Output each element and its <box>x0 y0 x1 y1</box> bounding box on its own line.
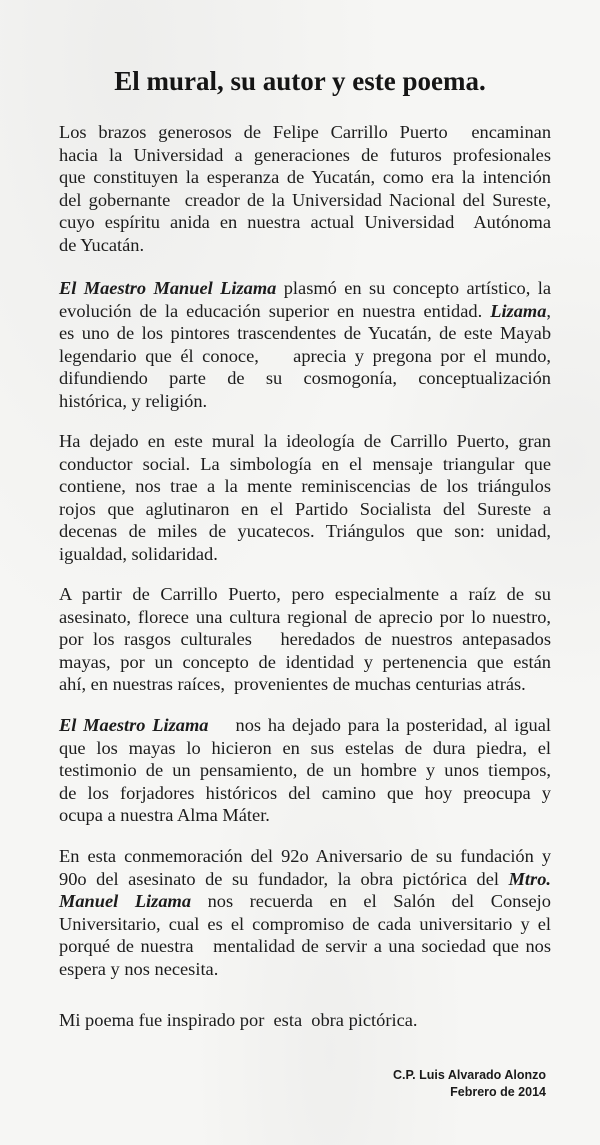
text-line <box>59 453 551 476</box>
emphasized-name: Lizama <box>490 300 547 321</box>
text-segment: Ha dejado en este mural la ideología de Carrillo Puerto, gran <box>59 431 551 451</box>
text-segment: , <box>546 300 552 321</box>
text-line <box>59 868 551 891</box>
text-line <box>59 890 551 913</box>
text-segment: En esta conmemoración del 92o Aniversario de su fundación y <box>59 846 552 866</box>
text-segment: nos recuerda en el Salón del Consejo <box>191 891 551 912</box>
text-line <box>59 1009 551 1032</box>
text-segment: ocupa a nuestra Alma Máter. <box>59 805 270 826</box>
text-segment: testimonio de un pensamiento, de un hombre y unos tiempos, <box>59 760 551 781</box>
paragraph-7 <box>59 1009 551 1032</box>
paragraph-3 <box>59 430 551 566</box>
text-segment: conductor social. La simbología en el mensaje triangular que <box>59 453 552 474</box>
text-segment: es uno de los pintores trascendentes de Yucatán, de este Mayab <box>59 323 552 344</box>
text-segment: decenas de miles de yucatecos. Triángulos que son: unidad, <box>59 521 551 542</box>
text-line <box>59 189 551 212</box>
page-title: El mural, su autor y este poema. <box>114 66 486 96</box>
text-segment: de los forjadores históricos del camino que hoy preocupa y <box>59 782 551 803</box>
paragraph-2 <box>59 277 551 413</box>
text-segment: hacia la Universidad a generaciones de futuros profesionales <box>59 144 551 165</box>
text-line <box>59 845 551 868</box>
text-segment: que los mayas lo hicieron en sus estelas de dura piedra, el <box>59 737 551 758</box>
signature-date: Febrero de 2014 <box>450 1085 546 1099</box>
emphasized-name: Mtro. <box>508 868 551 889</box>
text-line <box>59 714 551 737</box>
text-line <box>59 322 551 345</box>
text-segment: igualdad, solidaridad. <box>59 543 218 564</box>
emphasized-name: El Maestro Manuel Lizama <box>59 278 277 298</box>
text-line <box>59 166 551 189</box>
text-segment: ahí, en nuestras raíces, provenientes de muchas centurias atrás. <box>59 674 526 695</box>
text-segment: legendario que él conoce, aprecia y pregona por el mundo, <box>59 345 552 366</box>
text-line <box>59 475 551 498</box>
text-segment: A partir de Carrillo Puerto, pero especialmente a raíz de su <box>59 584 552 604</box>
text-segment: histórica, y religión. <box>59 390 208 411</box>
text-line <box>59 606 551 629</box>
text-line <box>59 673 551 696</box>
text-segment: del gobernante creador de la Universidad Nacional del Sureste, <box>59 189 551 210</box>
text-line <box>59 345 551 368</box>
text-segment: mayas, por un concepto de identidad y pertenencia que están <box>59 651 551 672</box>
paragraph-4 <box>59 583 551 696</box>
emphasized-name: Manuel Lizama <box>59 891 192 912</box>
text-segment: 90o del asesinato de su fundador, la obra pictórica del <box>59 868 509 889</box>
emphasized-name: El Maestro Lizama <box>59 715 209 735</box>
paragraph-5 <box>59 714 551 827</box>
text-line <box>59 211 551 234</box>
text-line <box>59 958 551 981</box>
text-segment: evolución de la educación superior en nuestra entidad. <box>59 300 491 321</box>
text-line <box>59 367 551 390</box>
text-line <box>59 935 551 958</box>
text-line <box>59 144 551 167</box>
text-segment: Los brazos generosos de Felipe Carrillo Puerto encaminan <box>59 122 552 142</box>
text-segment: cuyo espíritu anida en nuestra actual Universidad Autónoma <box>59 212 551 233</box>
text-segment: plasmó en su concepto artístico, la <box>276 278 551 298</box>
text-line <box>59 121 551 144</box>
text-segment: rojos que aglutinaron en el Partido Socialista del Sureste a <box>59 498 552 519</box>
signature-block <box>393 1067 546 1101</box>
text-line <box>59 628 551 651</box>
text-segment: porqué de nuestra mentalidad de servir a una sociedad que nos <box>59 936 551 957</box>
text-line <box>59 498 551 521</box>
text-line <box>59 583 551 606</box>
text-segment: que constituyen la esperanza de Yucatán, como era la intención <box>59 167 551 188</box>
text-segment: contiene, nos trae a la mente reminiscencias de los triángulos <box>59 476 551 497</box>
text-line <box>59 759 551 782</box>
text-line <box>59 651 551 674</box>
text-line <box>59 300 551 323</box>
text-line <box>59 430 551 453</box>
text-line <box>59 782 551 805</box>
text-line <box>59 234 551 257</box>
text-segment: por los rasgos culturales heredados de nuestros antepasados <box>59 629 551 650</box>
paragraph-6 <box>59 845 551 981</box>
text-line <box>59 913 551 936</box>
text-segment: Universitario, cual es el compromiso de cada universitario y el <box>59 913 551 934</box>
paragraph-1 <box>59 121 551 257</box>
text-line <box>59 737 551 760</box>
text-line <box>59 520 551 543</box>
signature-author: C.P. Luis Alvarado Alonzo <box>392 1068 546 1082</box>
text-segment: nos ha dejado para la posteridad, al igual <box>208 715 552 735</box>
text-line <box>59 277 551 300</box>
text-segment: de Yucatán. <box>59 234 145 255</box>
text-line <box>59 804 551 827</box>
text-segment: difundiendo parte de su cosmogonía, conceptualización <box>59 368 551 389</box>
text-segment: espera y nos necesita. <box>59 958 219 979</box>
text-line <box>59 390 551 413</box>
text-line <box>59 543 551 566</box>
text-segment: Mi poema fue inspirado por esta obra pictórica. <box>59 1010 418 1030</box>
text-segment: asesinato, florece una cultura regional de aprecio por lo nuestro, <box>59 606 552 627</box>
